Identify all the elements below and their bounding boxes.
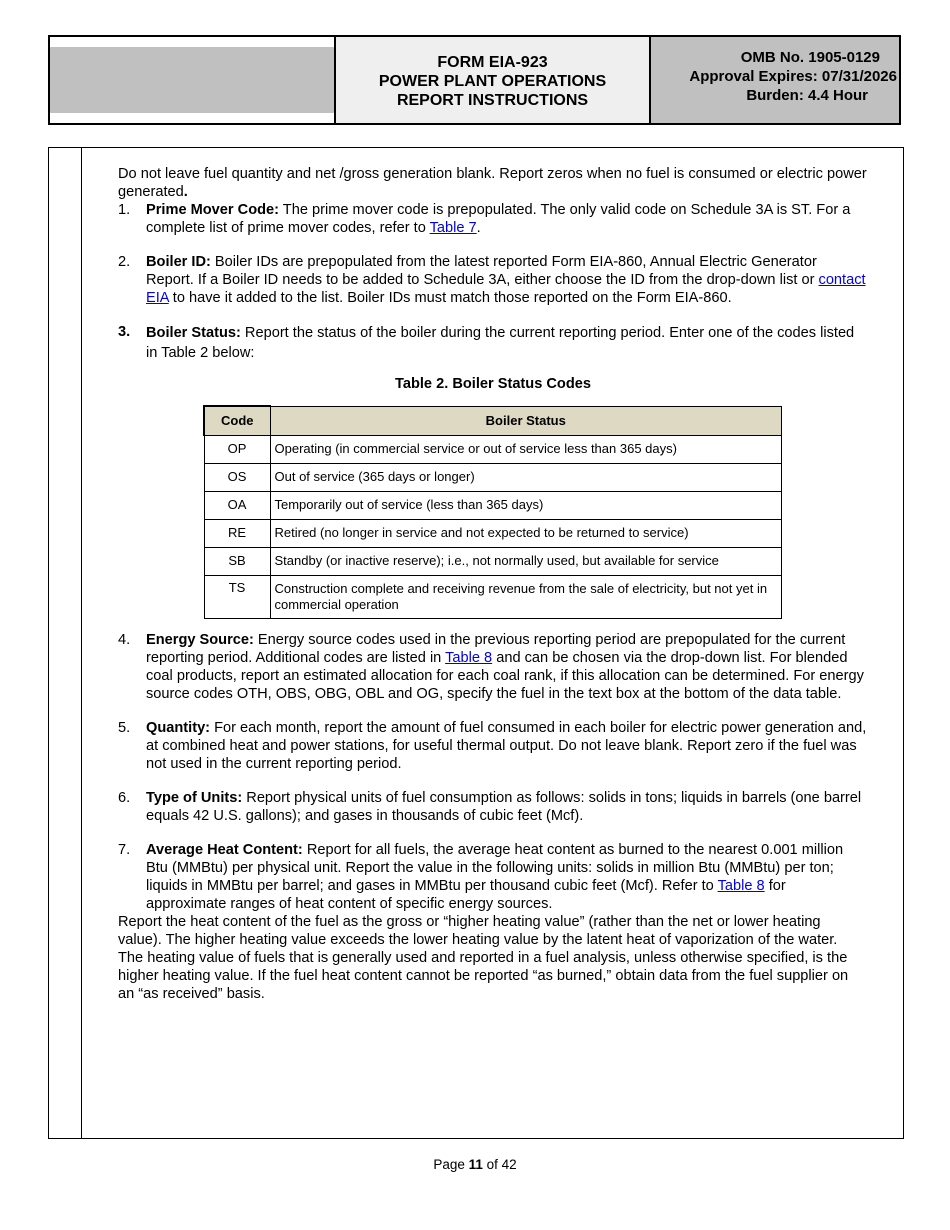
omb-info xyxy=(651,37,899,123)
item-label: Energy Source: xyxy=(146,631,254,648)
item-number: 5. xyxy=(118,719,131,736)
form-title-line-3: REPORT INSTRUCTIONS xyxy=(396,91,589,109)
instruction-item-quantity xyxy=(118,719,868,773)
status-description: Retired (no longer in service and not expected to be returned to service) xyxy=(270,519,782,547)
status-code: SB xyxy=(204,547,270,575)
column-header-status: Boiler Status xyxy=(270,406,782,435)
status-description: Construction complete and receiving revenue from the sale of electricity, but not yet in commercial operation xyxy=(270,575,782,618)
instruction-item-boiler-status xyxy=(118,323,868,363)
table-row xyxy=(204,519,782,547)
item-label: Boiler ID: xyxy=(146,254,211,270)
item-number: 6. xyxy=(118,789,131,806)
status-description: Out of service (365 days or longer) xyxy=(270,463,782,491)
left-margin-rule xyxy=(81,148,82,1138)
table-8-link[interactable]: Table 8 xyxy=(717,877,765,894)
boiler-status-table-section xyxy=(118,375,868,619)
item-number: 2. xyxy=(118,254,131,270)
column-header-code: Code xyxy=(204,406,270,435)
omb-number: OMB No. 1905-0129 xyxy=(740,49,880,66)
instructions-body xyxy=(118,165,868,1003)
table-row xyxy=(204,435,782,463)
heat-content-paragraph-1: Report the heat content of the fuel as the gross or “higher heating value” (rather than the net or lower heating value). The higher heating value exceeds the lower heating value by the latent heat of vaporization of the water. xyxy=(118,913,838,948)
status-description: Standby (or inactive reserve); i.e., not normally used, but available for service xyxy=(270,547,782,575)
contact-eia-link[interactable]: contact EIA xyxy=(146,272,866,306)
header-logo-area xyxy=(50,37,336,123)
instruction-item-average-heat-content xyxy=(118,841,868,913)
page-total: 42 xyxy=(501,1157,517,1172)
table-row xyxy=(204,463,782,491)
boiler-status-table xyxy=(203,405,782,619)
page-number: 11 xyxy=(468,1157,483,1172)
item-number: 3. xyxy=(118,324,131,340)
heat-content-paragraph-2: The heating value of fuels that is generally used and reported in a fuel analysis, unless otherwise specified, is the higher heating value. If the fuel heat content cannot be reported “as burned,” obtain data from the fuel supplier on an “as received” basis. xyxy=(118,949,849,1002)
item-text: Prime Mover Code: The prime mover code is prepopulated. The only valid code on Schedule 3A is ST. For a complete list of prime mover codes, refer to Table 7. xyxy=(146,202,851,236)
header-gray-band xyxy=(50,47,334,113)
table-8-link[interactable]: Table 8 xyxy=(445,649,493,666)
item-text: Energy Source: Energy source codes used in the previous reporting period are prepopulated for the current reporting period. Additional codes are listed in Table 8 and can be chosen via the drop-down list. For blended coal products, report an estimated allocation for each coal rank, if this allocation can be determined. For energy source codes OTH, OBS, OBG, OBL and OG, specify the fuel in the text box at the bottom of the data table. xyxy=(146,631,864,702)
item-text: Boiler Status: Report the status of the boiler during the current reporting period. Enter one of the codes listed in Table 2 below: xyxy=(146,325,855,361)
item-number: 1. xyxy=(118,202,131,218)
intro-paragraph: Do not leave fuel quantity and net /gross generation blank. Report zeros when no fuel is consumed or electric power generated. xyxy=(118,166,867,200)
item-text: Type of Units: Report physical units of fuel consumption as follows: solids in tons; liquids in barrels (one barrel equals 42 U.S. gallons); and gases in thousands of cubic feet (Mcf). xyxy=(146,789,862,824)
status-code: OS xyxy=(204,463,270,491)
status-code: OA xyxy=(204,491,270,519)
form-title-line-1: FORM EIA-923 xyxy=(437,53,548,71)
instruction-item-boiler-id xyxy=(118,253,868,307)
item-text: Boiler ID: Boiler IDs are prepopulated from the latest reported Form EIA-860, Annual Electric Generator Report. If a Boiler ID needs to be added to Schedule 3A, either choose the ID from the drop-down list or contact EIA to have it added to the list. Boiler IDs must match those reported on the Form EIA-860. xyxy=(146,254,866,306)
item-label: Type of Units: xyxy=(146,789,243,806)
table-caption: Table 2. Boiler Status Codes xyxy=(395,376,591,392)
item-number: 4. xyxy=(118,631,131,648)
content-box xyxy=(48,147,904,1139)
instruction-item-prime-mover xyxy=(118,201,868,237)
burden-hours: Burden: 4.4 Hour xyxy=(746,87,868,104)
status-description: Temporarily out of service (less than 365 days) xyxy=(270,491,782,519)
approval-expiry: Approval Expires: 07/31/2026 xyxy=(689,68,897,85)
item-label: Average Heat Content: xyxy=(146,841,303,858)
table-row xyxy=(204,547,782,575)
form-header xyxy=(48,35,901,125)
item-text: Quantity: For each month, report the amount of fuel consumed in each boiler for electric power generation and, at combined heat and power stations, for useful thermal output. Do not leave blank. Report zero if the fuel was not used in the current reporting period. xyxy=(146,719,867,772)
status-code: RE xyxy=(204,519,270,547)
item-number: 7. xyxy=(118,841,131,858)
status-code: TS xyxy=(204,575,270,618)
item-text: Average Heat Content: Report for all fuels, the average heat content as burned to the nearest 0.001 million Btu (MMBtu) per physical unit. Report the value in the following units: solids in million Btu (MMBtu) per ton; liquids in MMBtu per barrel; and gases in MMBtu per thousand cubic feet (Mcf). Refer to Table 8 for approximate ranges of heat content of specific energy sources. xyxy=(146,841,844,912)
form-title xyxy=(336,37,651,123)
table-7-link[interactable]: Table 7 xyxy=(429,220,477,236)
table-row xyxy=(204,491,782,519)
table-row xyxy=(204,575,782,618)
status-code: OP xyxy=(204,435,270,463)
item-label: Prime Mover Code: xyxy=(146,202,279,218)
item-label: Quantity: xyxy=(146,719,211,736)
table-header-row xyxy=(204,406,782,435)
instruction-item-energy-source xyxy=(118,631,868,703)
item-label: Boiler Status: xyxy=(146,325,241,341)
form-title-line-2: POWER PLANT OPERATIONS xyxy=(378,72,607,90)
status-description: Operating (in commercial service or out of service less than 365 days) xyxy=(270,435,782,463)
page-footer: Page 11 of 42 xyxy=(433,1157,517,1172)
instruction-item-type-of-units xyxy=(118,789,868,825)
